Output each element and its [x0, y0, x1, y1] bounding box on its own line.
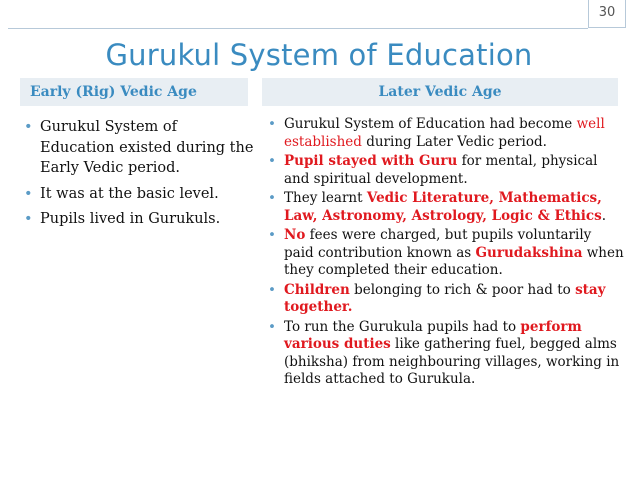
text-segment: fees were charged, but pupils voluntarily paid contribution known as: [284, 227, 592, 261]
list-item: [268, 282, 624, 317]
highlight-text: Pupil stayed with Guru: [284, 153, 458, 169]
left-bullet-list: [24, 117, 254, 235]
left-column-header: Early (Rig) Vedic Age: [20, 78, 248, 106]
text-segment: .: [601, 207, 607, 224]
list-item-text: It was at the basic level.: [40, 185, 219, 202]
highlight-text: well established: [284, 116, 605, 150]
list-item-text: Pupils lived in Gurukuls.: [40, 211, 221, 227]
right-bullet-list: [268, 116, 624, 391]
highlight-text: Vedic Literature, Mathematics, Law, Astronomy, Astrology, Logic & Ethics: [284, 190, 602, 224]
text-segment: like gathering fuel, begged alms (bhiksha) from neighbouring villages, working in fields attached to Gurukula.: [284, 336, 620, 387]
bullet-icon: •: [268, 318, 276, 335]
highlight-text: Children: [284, 281, 350, 298]
bullet-icon: •: [268, 227, 276, 243]
right-column-header: Later Vedic Age: [262, 78, 618, 106]
top-divider: [8, 28, 588, 29]
text-segment: for mental, physical and spiritual development.: [284, 153, 598, 187]
text-segment: To run the Gurukula pupils had to: [284, 318, 521, 335]
list-item: [268, 153, 624, 188]
list-item: [24, 209, 254, 230]
text-segment: during Later Vedic period.: [361, 133, 547, 150]
list-item: [24, 184, 254, 205]
text-segment: belonging to rich & poor had to: [349, 281, 576, 298]
bullet-icon: •: [24, 119, 33, 135]
text-segment: when they completed their education.: [284, 244, 624, 278]
highlight-text: perform various duties: [284, 318, 582, 352]
bullet-icon: •: [24, 185, 33, 202]
highlight-text: Gurudakshina: [475, 244, 583, 261]
page-number: 30: [598, 5, 616, 20]
list-item-text: Gurukul System of Education existed during the Early Vedic period.: [40, 119, 254, 176]
list-item: [24, 117, 254, 179]
text-segment: Gurukul System of Education had become: [284, 116, 577, 132]
list-item: [268, 116, 624, 151]
slide-title: Gurukul System of Education: [105, 38, 533, 72]
bullet-icon: •: [268, 153, 276, 169]
highlight-text: No: [284, 227, 306, 243]
bullet-icon: •: [24, 211, 33, 227]
list-item: [268, 227, 624, 280]
text-segment: They learnt: [284, 190, 367, 206]
bullet-icon: •: [268, 190, 276, 206]
highlight-text: stay together.: [284, 281, 606, 315]
list-item: [268, 190, 624, 225]
bullet-icon: •: [268, 281, 276, 298]
list-item: [268, 319, 624, 389]
bullet-icon: •: [268, 116, 276, 132]
